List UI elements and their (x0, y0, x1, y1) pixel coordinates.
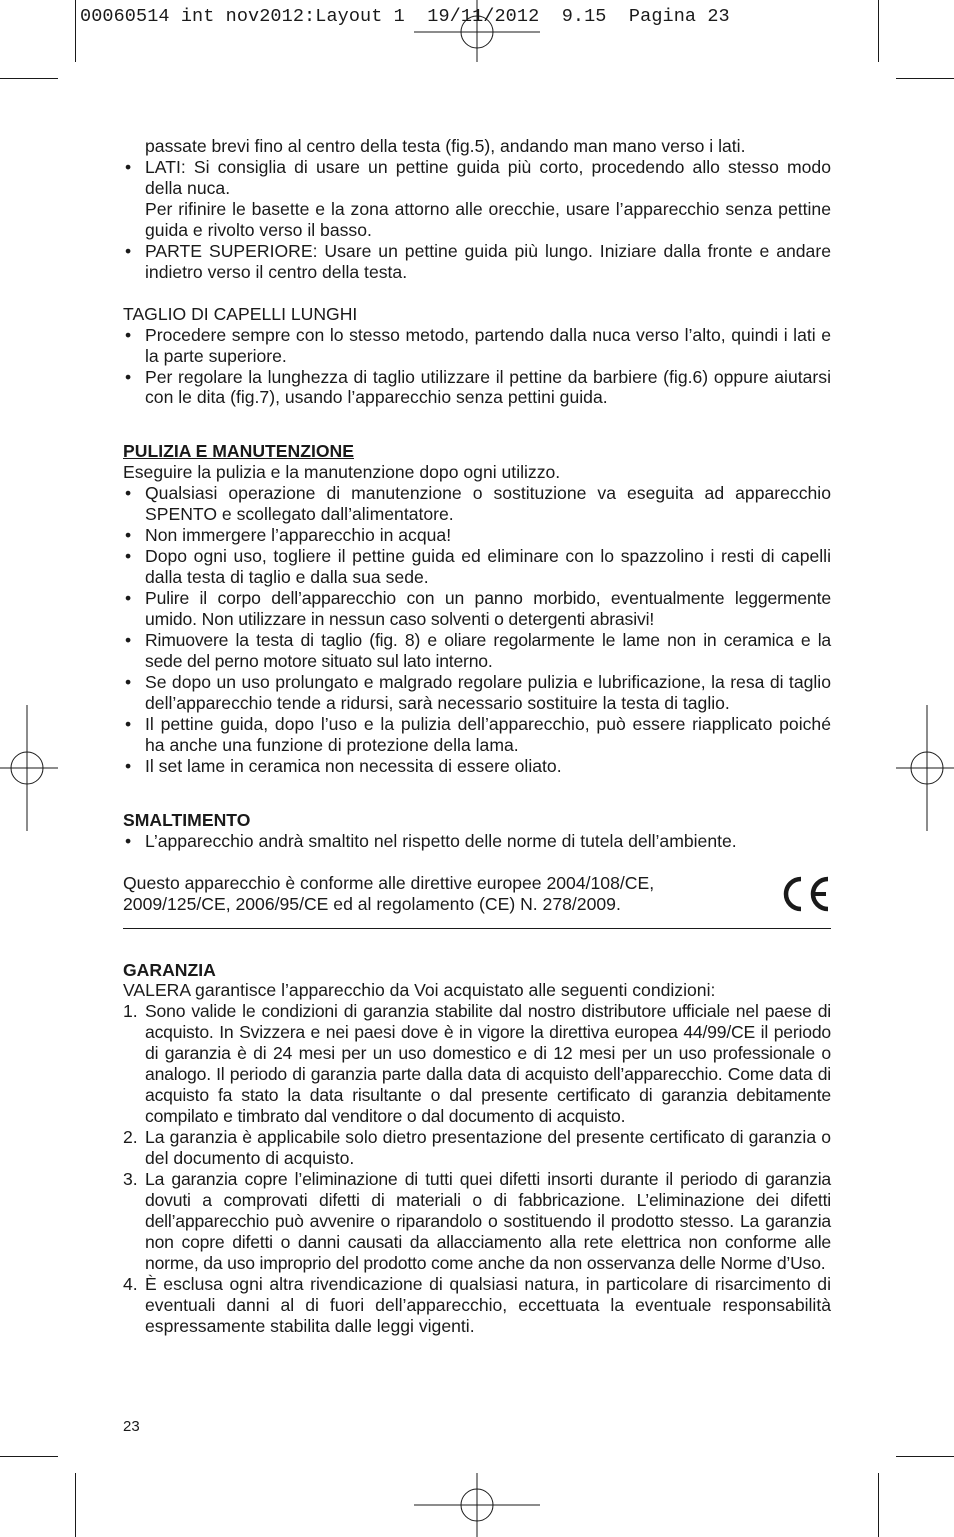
compliance-block (123, 873, 831, 915)
registration-mark-bottom (414, 1473, 540, 1537)
list-item-lati: • LATI: Si consiglia di usare un pettine guida più corto, procedendo allo stesso modo della nuca. (123, 157, 831, 199)
spacer (123, 852, 831, 873)
numbered-item (123, 1274, 831, 1337)
section-title-warranty: GARANZIA (123, 959, 216, 980)
crop-mark-top-right-v (878, 0, 879, 62)
list-item-lati-note: Per rifinire le basette e la zona attorno alle orecchie, usare l’apparecchio senza pettine guida e rivolto verso il basso. (145, 198, 831, 240)
item-number: 3. (123, 1169, 138, 1190)
list-item-parte-superiore: • PARTE SUPERIORE: Usare un pettine guida più lungo. Iniziare dalla fronte e andare indietro verso il centro della testa. (123, 241, 831, 283)
section-title-long-hair: TAGLIO DI CAPELLI LUNGHI (123, 303, 358, 324)
item-number: 1. (123, 1001, 138, 1022)
spacer (123, 929, 831, 960)
crop-mark-top-right-h (896, 78, 954, 79)
warranty-intro: VALERA garantisce l’apparecchio da Voi acquistato alle seguenti condizioni: (123, 980, 716, 1001)
numbered-item (123, 1169, 831, 1274)
section-title-cleaning (123, 441, 831, 462)
spacer (123, 408, 831, 441)
slug-date: 19/11/2012 (427, 6, 540, 27)
registration-mark-left (0, 705, 58, 831)
slug-page: Pagina 23 (628, 6, 730, 27)
list-item: • Se dopo un uso prolungato e malgrado regolare pulizia e lubrificazione, la resa di taglio dell’apparecchio tende a ridursi, sarà necessario sostituire la testa di taglio. (123, 672, 831, 714)
crop-mark-bottom-left-v (75, 1473, 76, 1537)
section-title-cleaning-text: PULIZIA E MANUTENZIONE (123, 441, 354, 462)
list-item: • Il pettine guida, dopo l’uso e la pulizia dell’apparecchio, può essere riapplicato poiché ha anche una funzione di protezione della lama. (123, 714, 831, 756)
list-item: • Il set lame in ceramica non necessita di essere oliato. (123, 756, 831, 777)
compliance-line-2: 2009/125/CE, 2006/95/CE ed al regolamento (CE) N. 278/2009. (123, 893, 621, 914)
list-item: • Non immergere l’apparecchio in acqua! (123, 525, 831, 546)
registration-mark-right (896, 705, 954, 831)
registration-mark-top (414, 0, 540, 62)
list-item: • Procedere sempre con lo stesso metodo, partendo dalla nuca verso l’alto, quindi i lati e la parte superiore. (123, 325, 831, 367)
crop-mark-bottom-right-h (896, 1456, 954, 1457)
intro-continuation: passate brevi fino al centro della testa (fig.5), andando man mano verso i lati. (145, 136, 746, 156)
section-title-disposal: SMALTIMENTO (123, 809, 251, 830)
crop-mark-top-left-h (0, 78, 58, 79)
spacer (123, 283, 831, 304)
list-item: • Dopo ogni uso, togliere il pettine guida ed eliminare con lo spazzolino i resti di capelli dalla testa di taglio e dalla sua sede. (123, 546, 831, 588)
item-number: 4. (123, 1273, 138, 1294)
slug-time: 9.15 (561, 6, 607, 27)
crop-mark-bottom-left-h (0, 1456, 58, 1457)
item-number: 2. (123, 1127, 138, 1148)
item-text: La garanzia è applicabile solo dietro presentazione del presente certificato di garanzia o del documento di acquisto. (145, 1127, 831, 1169)
list-item: • Qualsiasi operazione di manutenzione o sostituzione va eseguita ad apparecchio SPENTO e scollegato dall’alimentatore. (123, 483, 831, 525)
crop-mark-bottom-right-v (878, 1473, 879, 1537)
list-item: • Pulire il corpo dell’apparecchio con un panno morbido, eventualmente leggermente umido. Non utilizzare in nessun caso solventi o detergenti abrasivi! (123, 588, 831, 630)
item-text: Sono valide le condizioni di garanzia stabilite dal nostro distributore ufficiale nel paese di acquisto. In Svizzera e nei paesi dove è in vigore la direttiva europea 44/99/CE il periodo di garanzia è di 24 mesi per un uso domestico e di 12 mesi per un uso professionale o analogo. Il periodo di garanzia parte dalla data di acquisto dell’apparecchio. Come data di acquisto fa stato la data risultante o dal presente certificato di garanzia debitamente compilato e timbrato dal venditore o dal documento di acquisto. (145, 1001, 831, 1127)
list-item: • Per regolare la lunghezza di taglio utilizzare il pettine da barbiere (fig.6) oppure aiutarsi con le dita (fig.7), usando l’apparecchio senza pettini guida. (123, 367, 831, 409)
page-content (123, 136, 831, 1337)
item-text: La garanzia copre l’eliminazione di tutti quei difetti insorti durante il periodo di garanzia dovuti a comprovati difetti di materiali o di fabbricazione. L’eliminazione dei difetti dell’apparecchio può avvenire o riparandolo o sostituendo il prodotto stesso. La garanzia non copre difetti o danni causati da allacciamento alla rete elettrica non conforme alle norme, da uso improprio del prodotto come anche da non osservanza delle Norme d’Uso. (145, 1169, 831, 1273)
item-text: È esclusa ogni altra rivendicazione di qualsiasi natura, in particolare di risarcimento di eventuali danni al di fuori dell’apparecchio, eccettuata la eventuale responsabilità espressamente stabilita dalle leggi vigenti. (145, 1273, 831, 1336)
spacer (123, 777, 831, 810)
numbered-item (123, 1001, 831, 1127)
page-number: 23 (123, 1418, 140, 1435)
list-item: • Rimuovere la testa di taglio (fig. 8) e oliare regolarmente le lame non in ceramica e la sede del perno motore situato sul lato interno. (123, 630, 831, 672)
crop-mark-top-left-v (75, 0, 76, 62)
slug-file: 00060514 int nov2012:Layout 1 (80, 6, 405, 27)
compliance-line-1: Questo apparecchio è conforme alle direttive europee 2004/108/CE, (123, 872, 655, 893)
printer-slug (80, 6, 730, 27)
cleaning-intro: Eseguire la pulizia e la manutenzione dopo ogni utilizzo. (123, 462, 561, 483)
numbered-item (123, 1127, 831, 1169)
ce-mark-icon (779, 875, 831, 913)
list-item: • L’apparecchio andrà smaltito nel rispetto delle norme di tutela dell’ambiente. (123, 831, 831, 852)
